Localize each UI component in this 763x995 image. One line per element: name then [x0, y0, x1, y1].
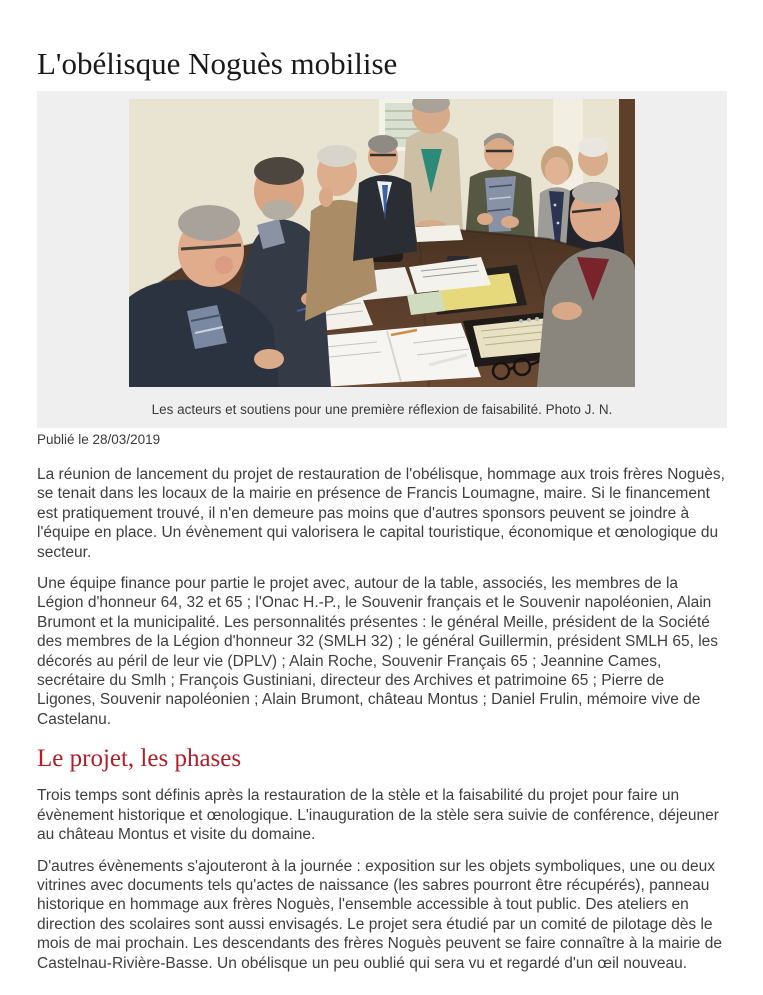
meeting-photo	[129, 99, 635, 387]
publish-date: Publié le 28/03/2019	[37, 432, 161, 447]
section-paragraph-1: Trois temps sont définis après la restauration de la stèle et la faisabilité du projet pour faire un évènement historique et œnologique. L'inauguration de la stèle sera suivie de conférence, déjeuner au château Montus et visite du domaine.	[37, 787, 719, 844]
section-paragraph-2: D'autres évènements s'ajouteront à la journée : exposition sur les objets symboliques, une ou deux vitrines avec documents tels qu'actes de naissance (les sabres pourront être récupérés), panneau historique en hommage aux frères Noguès, l'ensemble accessible à tout public. Des ateliers en direction des scolaires sont aussi envisagés. Le projet sera étudié par un comité de pilotage dès le mois de mai prochain. Les descendants des frères Noguès peuvent se faire connaître à la mairie de Castelnau-Rivière-Basse. Un obélisque un peu oublié qui sera vu et regardé d'un œil nouveau.	[37, 857, 722, 972]
article-paragraph-1: La réunion de lancement du projet de restauration de l'obélisque, hommage aux trois frères Noguès, se tenait dans les locaux de la mairie en présence de Francis Loumagne, maire. Si le financement est pratiquement trouvé, il n'en demeure pas moins que d'autres sponsors peuvent se joindre à l'équipe en place. Un évènement qui valorisera le capital touristique, économique et œnologique du secteur.	[37, 466, 725, 561]
photo-caption: Les acteurs et soutiens pour une première réflexion de faisabilité. Photo J. N.	[151, 402, 613, 417]
article-title: L'obélisque Noguès mobilise	[37, 46, 398, 81]
section-heading: Le projet, les phases	[37, 745, 242, 773]
article-figure	[37, 91, 727, 428]
article-paragraph-2: Une équipe finance pour partie le projet avec, autour de la table, associés, les membres de la Légion d'honneur 64, 32 et 65 ; l'Onac H.-P., le Souvenir français et le Souvenir napoléonien, Alain Brumont et la municipalité. Les personnalités présentes : le général Meille, président de la Société des membres de la Légion d'honneur 32 (SMLH 32) ; le général Guillermin, président SMLH 65, les décorés au péril de leur vie (DPLV) ; Alain Roche, Souvenir Français 65 ; Jeannine Cames, secrétaire du Smlh ; François Gustiniani, directeur des Archives et patrimoine 65 ; Pierre de Ligones, Souvenir napoléonien ; Alain Brumont, château Montus ; Daniel Frulin, mémoire vive de Castelanu.	[37, 575, 719, 728]
